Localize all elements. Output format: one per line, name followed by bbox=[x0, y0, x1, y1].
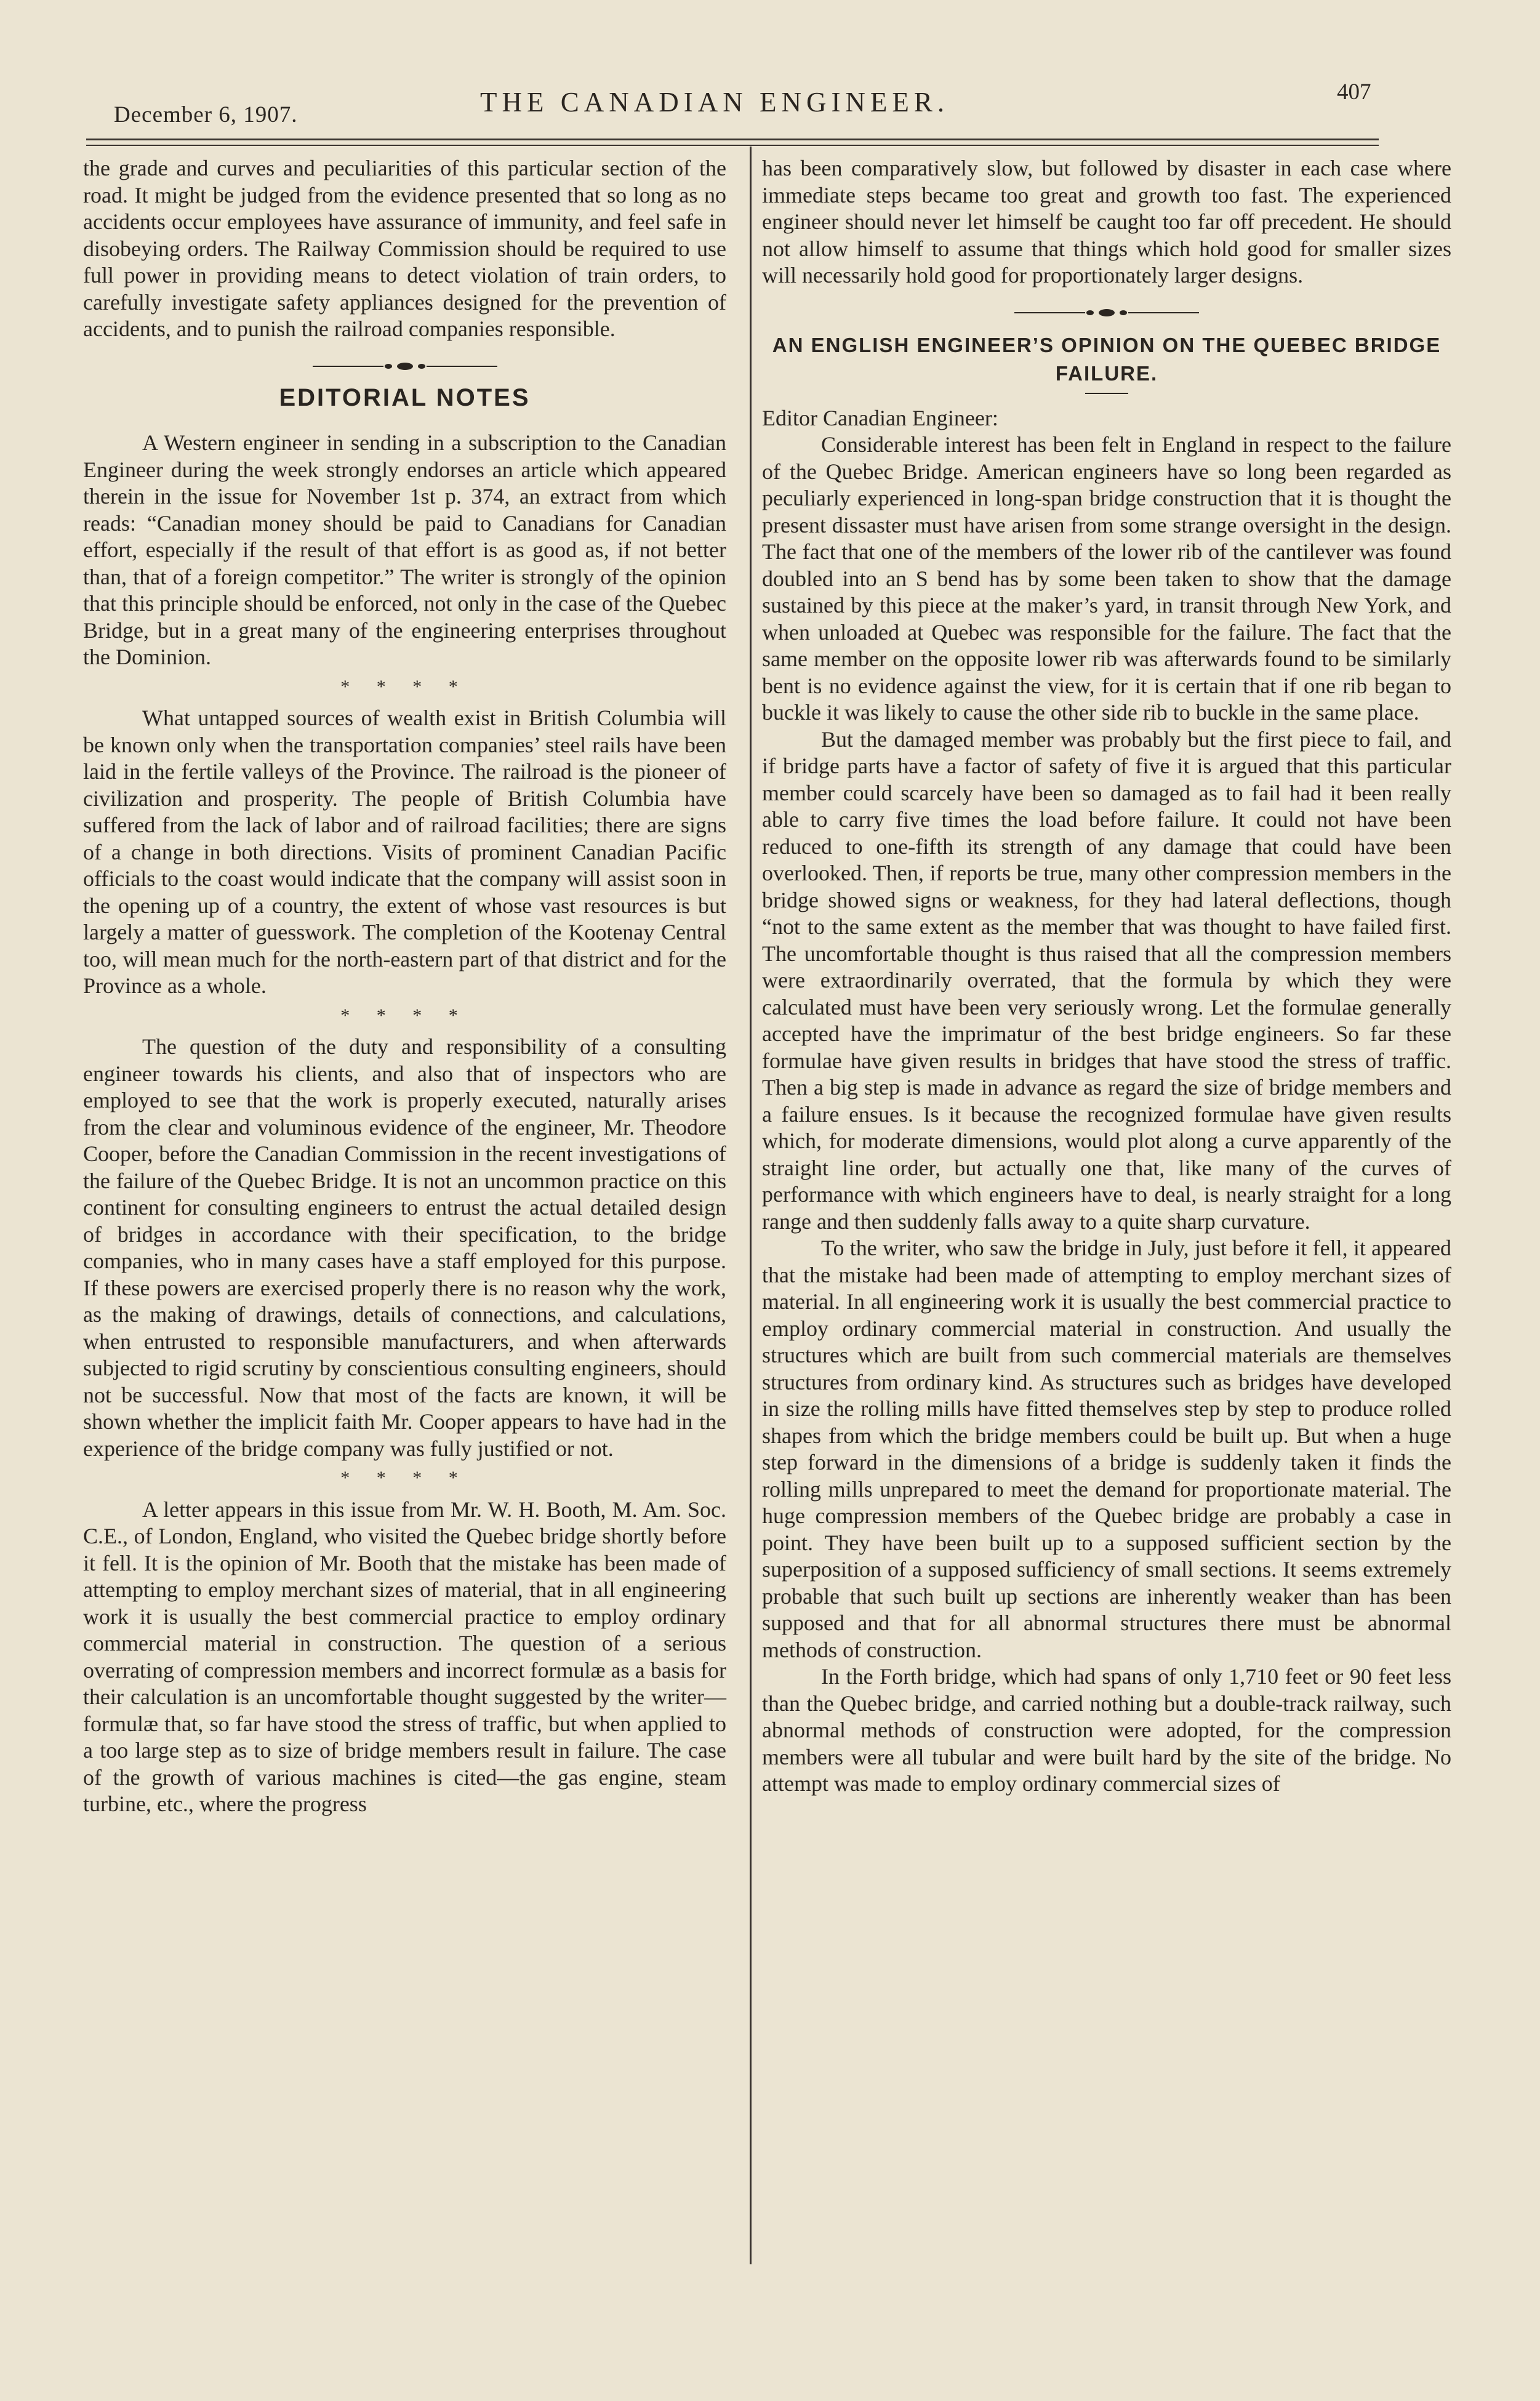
letter-paragraph: But the damaged member was probably but the first piece to fail, and if bridge parts have a factor of safety of five it is argued that this particular member could scarcely have been so damaged as to fail had it been really able to carry five times the load before failure. It could not have been reduced to one-fifth its strength of any damage that could have been overlooked. Then, if reports be true, many other compression members in the bridge showed signs or weakness, for they had lateral deflections, though “not to the same extent as the member that was thought to have failed first. The uncomfortable thought is thus raised that all the compression members were extraordinarily overrated, that the formula by which they were calculated must have been very seriously wrong. Let the formulae generally accepted have the imprimatur of the best bridge engineers. So far these formulae have given results in bridges that have stood the stress of traffic. Then a big step is made in advance as regard the size of bridge members and a failure ensues. Is it because the recognized formulae have given results which, for moderate dimensions, would plot along a curve apparently of the straight line order, but actually one that, like many of the curves of performance with which engineers have to deal, is nearly straight for a long range and then suddenly falls away to a quite sharp curvature. bbox=[762, 726, 1451, 1234]
editorial-paragraph: What untapped sources of wealth exist in British Columbia will be known only when the transportation companies’ steel rails have been laid in the fertile valleys of the Province. The railroad is the pioneer of civilization and prosperity. The people of British Columbia have suffered from the lack of labor and of railroad facilities; there are signs of a change in both directions. Visits of prominent Canadian Pacific officials to the coast would indicate that the company will assist soon in the opening up of a country, the extent of whose vast resources is but largely a matter of guesswork. The completion of the Kootenay Central too, will mean much for the north-eastern part of that district and for the Province as a whole. bbox=[83, 706, 726, 998]
right-column bbox=[762, 155, 1451, 1798]
paragraph-separator: * * * * bbox=[340, 676, 469, 697]
letter-paragraph: In the Forth bridge, which had spans of only 1,710 feet or 90 feet less than the Quebec bridge, and carried nothing but a double-track railway, such abnormal methods of construction were adopted, for the compression members were all tubular and were built hard by the site of the bridge. No attempt was made to employ ordinary commercial sizes of bbox=[762, 1664, 1451, 1796]
editorial-paragraph: A letter appears in this issue from Mr. W. H. Booth, M. Am. Soc. C.E., of London, England, who visited the Quebec bridge shortly before it fell. It is the opinion of Mr. Booth that the mistake has been made of attempting to employ merchant sizes of material, that in all engineering work it is usually the best commercial practice to employ ordinary commercial material in construction. The question of a serious overrating of compression members and incorrect formulæ as a basis for their calculation is an uncomfortable thought suggested by the writer—formulæ that, so far have stood the stress of traffic, but when applied to a too large step as to size of bridge members result in failure. The case of the growth of various machines is cited—the gas engine, steam turbine, etc., where the progress bbox=[83, 1497, 726, 1816]
left-column bbox=[83, 155, 726, 1818]
journal-title: THE CANADIAN ENGINEER. bbox=[480, 87, 950, 118]
editorial-notes-heading: EDITORIAL NOTES bbox=[279, 384, 531, 411]
editorial-paragraph: A Western engineer in sending in a subscription to the Canadian Engineer during the week strongly endorses an article which appeared therein in the issue for November 1st p. 374, an extract from which reads: “Canadian money should be paid to Canadians for Canadian effort, especially if the result of that effort is as good as, if not better than, that of a foreign competitor.” The writer is strongly of the opinion that this principle should be enforced, not only in the case of the Quebec Bridge, but in a great many of the engineering enterprises throughout the Dominion. bbox=[83, 430, 726, 669]
section-ornament bbox=[762, 298, 1451, 321]
column-divider bbox=[750, 147, 752, 2264]
continued-paragraph: has been comparatively slow, but followed by disaster in each case where immediate steps became too great and growth too fast. The experienced engineer should never let himself be caught too far off precedent. He should not allow himself to assume that things which hold good for smaller sizes will necessarily hold good for proportionately larger designs. bbox=[762, 156, 1451, 288]
paragraph-separator: * * * * bbox=[340, 1468, 469, 1488]
editorial-paragraph: The question of the duty and responsibility of a consulting engineer towards his clients, and also that of inspectors who are employed to see that the work is properly executed, naturally arises from the clear and voluminous evidence of the engineer, Mr. Theodore Cooper, before the Canadian Commission in the recent investigations of the failure of the Quebec Bridge. It is not an uncommon practice on this continent for consulting engineers to entrust the actual detailed design of bridges in accordance with their specification, to the bridge companies, who in many cases have a staff employed for this purpose. If these powers are exercised properly there is no reason why the work, as the making of drawings, details of connections, and calculations, when entrusted to responsible manufacturers, and when afterwards subjected to rigid scrutiny by conscientious consulting engineers, should not be successful. Now that most of the facts are known, it will be shown whether the implicit faith Mr. Cooper appears to have had in the experience of the bridge company was fully justified or not. bbox=[83, 1034, 726, 1461]
page-number: 407 bbox=[1337, 79, 1371, 105]
continued-paragraph: the grade and curves and peculiarities of this particular section of the road. It might be judged from the evidence presented that so long as no accidents occur employees have assurance of immunity, and feel safe in disobeying orders. The Railway Commission should be required to use full power in providing means to detect violation of train orders, to carefully investigate safety appliances designed for the prevention of accidents, and to punish the railroad companies responsible. bbox=[83, 156, 726, 341]
article-heading: AN ENGLISH ENGINEER’S OPINION ON THE QUEBEC BRIDGE FAILURE. bbox=[772, 333, 1442, 385]
section-ornament bbox=[83, 352, 726, 375]
letter-paragraph: To the writer, who saw the bridge in July, just before it fell, it appeared that the mistake had been made of attempting to employ merchant sizes of material. In all engineering work it is usually the best commercial practice to employ ordinary commercial material in construction. And usually the structures which are built from such commercial materials are themselves structures from ordinary kind. As structures such as bridges have developed in size the rolling mills have fitted themselves step by step to produce rolled shapes from which the bridge members could be built up. But when a huge step forward in the dimensions of a bridge is suddenly taken it finds the rolling mills unprepared to meet the demand for proportionate material. The huge compression members of the Quebec bridge are probably a case in point. They have been built up to a supposed sufficient section by the superposition of a supposed sufficiency of small sections. It seems extremely probable that such built up sections are inherently weaker than has been supposed and that for all abnormal structures there must be abnormal methods of construction. bbox=[762, 1236, 1451, 1662]
heading-rule bbox=[1085, 393, 1128, 394]
letter-paragraph: Considerable interest has been felt in England in respect to the failure of the Quebec Bridge. American engineers have so long been regarded as peculiarly experienced in long-span bridge construction that it is thought the present dissaster must have arisen from some strange oversight in the design. The fact that one of the members of the lower rib of the cantilever was found doubled into an S bend has by some been taken to show that the damage sustained by this piece at the maker’s yard, in transit through New York, and when unloaded at Quebec was responsible for the failure. The fact that the same member on the opposite lower rib was afterwards found to be similarly bent is no evidence against the view, for it is certain that if one rib began to buckle it was likely to cause the other side rib to buckle in the same place. bbox=[762, 432, 1451, 725]
page-header bbox=[0, 0, 1540, 160]
header-rule-thin bbox=[86, 145, 1379, 146]
header-rule bbox=[86, 139, 1379, 140]
issue-date: December 6, 1907. bbox=[114, 102, 298, 127]
letter-salutation: Editor Canadian Engineer: bbox=[762, 405, 998, 430]
paragraph-separator: * * * * bbox=[340, 1005, 469, 1026]
